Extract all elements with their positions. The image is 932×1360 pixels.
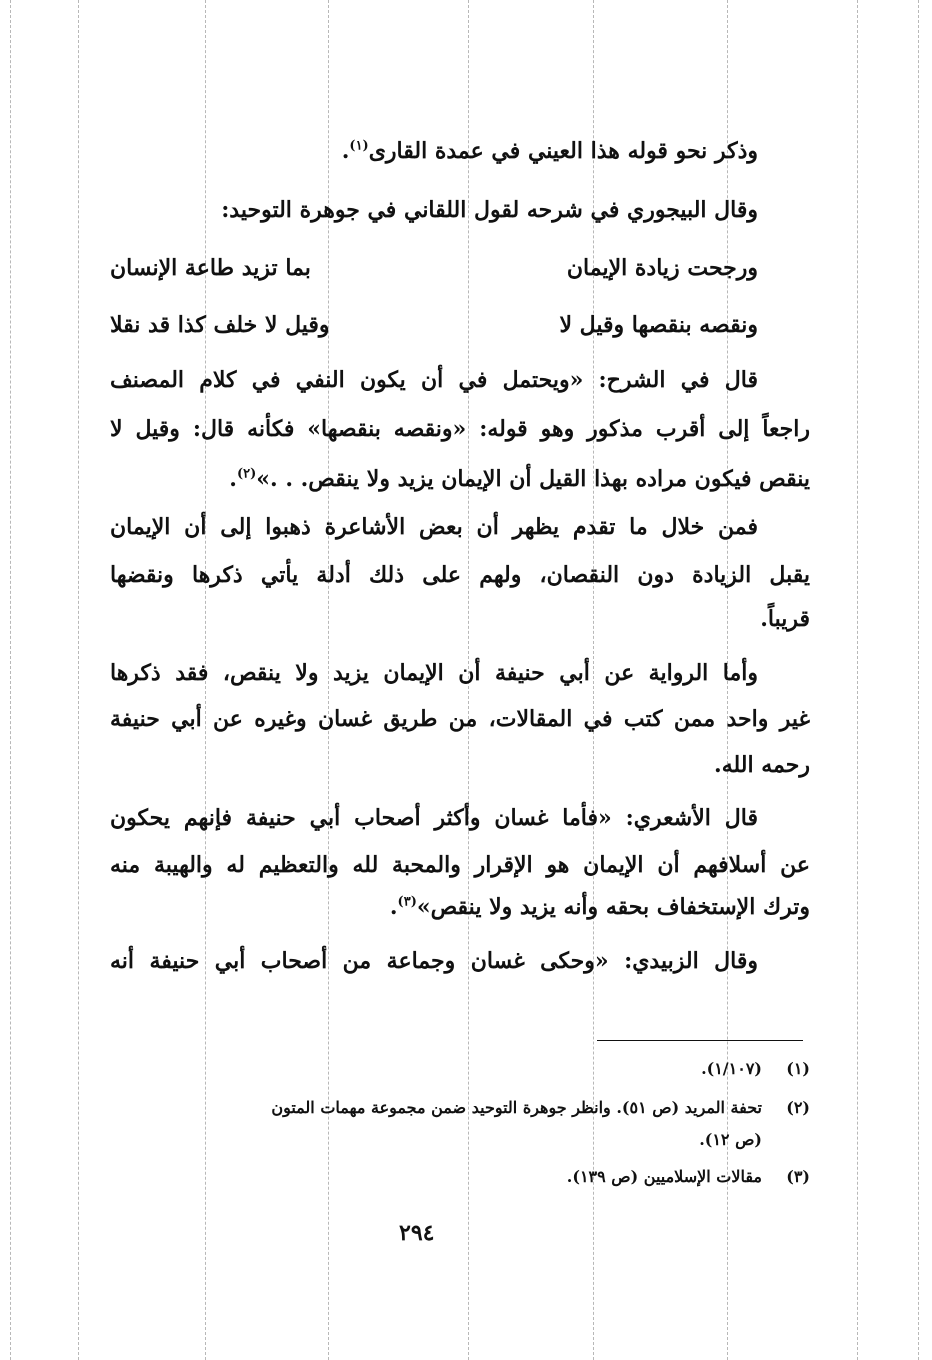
text-line: قريباً.: [760, 606, 810, 632]
verse-hemistich: بما تزيد طاعة الإنسان: [110, 255, 311, 281]
verse-hemistich: ورجحت زيادة الإيمان: [566, 255, 758, 281]
footnote-separator: [597, 1040, 803, 1041]
text-line: راجعاً إلى أقرب مذكور وهو قوله: «ونقصه بنقصها» فكأنه قال: وقيل لا: [110, 416, 810, 442]
scan-guide-line: [78, 0, 79, 1360]
text-line: [110, 894, 810, 920]
scan-guide-line: [918, 0, 919, 1360]
text-line: وقال الزبيدي: «وحكى غسان وجماعة من أصحاب أبي حنيفة أنه: [110, 948, 758, 974]
text-line: [110, 466, 810, 492]
footnote-text: مقالات الإسلاميين (ص ١٣٩).: [566, 1167, 762, 1186]
footnote-number: (٢): [786, 1098, 810, 1117]
verse-hemistich: وقيل لا خلف كذا قد نقلا: [110, 312, 330, 338]
footnote-number: (١): [786, 1059, 810, 1078]
text-line: وأما الرواية عن أبي حنيفة أن الإيمان يزيد ولا ينقص، فقد ذكرها: [110, 660, 758, 686]
footnote: [110, 1167, 810, 1186]
text-span: .: [389, 894, 398, 920]
footnote-text: تحفة المريد (ص ٥١). وانظر جوهرة التوحيد ضمن مجموعة مهمات المتون: [271, 1098, 762, 1117]
footnote-text: (١/١٠٧).: [701, 1059, 762, 1078]
verse-line: [110, 312, 758, 338]
text-line: عن أسلافهم أن الإيمان هو الإقرار والمحبة لله والتعظيم له والهيبة منه: [110, 852, 810, 878]
text-span: .: [229, 466, 237, 492]
text-line: غير واحد ممن كتب في المقالات، من طريق غسان وغيره عن أبي حنيفة: [110, 706, 810, 732]
verse-hemistich: ونقصه بنقصها وقيل لا: [559, 312, 758, 338]
verse-line: [110, 255, 758, 281]
footnote-number: (٣): [786, 1167, 810, 1186]
text-line: وقال البيجوري في شرحه لقول اللقاني في جوهرة التوحيد:: [221, 197, 758, 223]
footnote-ref[interactable]: (٢): [236, 466, 257, 482]
text-span: وترك الإستخفاف بحقه وأنه يزيد ولا ينقص»: [416, 894, 810, 920]
footnote: [110, 1098, 810, 1117]
footnote-continuation: (ص ١٢).: [699, 1130, 762, 1149]
text-line: رحمه الله.: [714, 752, 810, 778]
text-span: وذكر نحو قوله هذا العيني في عمدة القارى: [368, 138, 758, 164]
text-span: .: [341, 138, 350, 164]
footnote: [110, 1059, 810, 1078]
scan-guide-line: [10, 0, 11, 1360]
page-number: ٢٩٤: [399, 1220, 435, 1246]
footnote-ref[interactable]: (١): [349, 138, 369, 154]
text-span: ينقص فيكون مراده بهذا القيل أن الإيمان يزيد ولا ينقص. . .»: [256, 466, 810, 492]
text-line: [110, 138, 810, 164]
text-line: قال الأشعري: «فأما غسان وأكثر أصحاب أبي حنيفة فإنهم يحكون: [110, 805, 758, 831]
text-line: فمن خلال ما تقدم يظهر أن بعض الأشاعرة ذهبوا إلى أن الإيمان: [110, 514, 758, 540]
scan-guide-line: [857, 0, 858, 1360]
text-line: قال في الشرح: «ويحتمل في أن يكون النفي في كلام المصنف: [110, 367, 758, 393]
footnote-ref[interactable]: (٣): [397, 894, 417, 910]
text-line: يقبل الزيادة دون النقصان، ولهم على ذلك أدلة يأتي ذكرها ونقضها: [110, 562, 810, 588]
